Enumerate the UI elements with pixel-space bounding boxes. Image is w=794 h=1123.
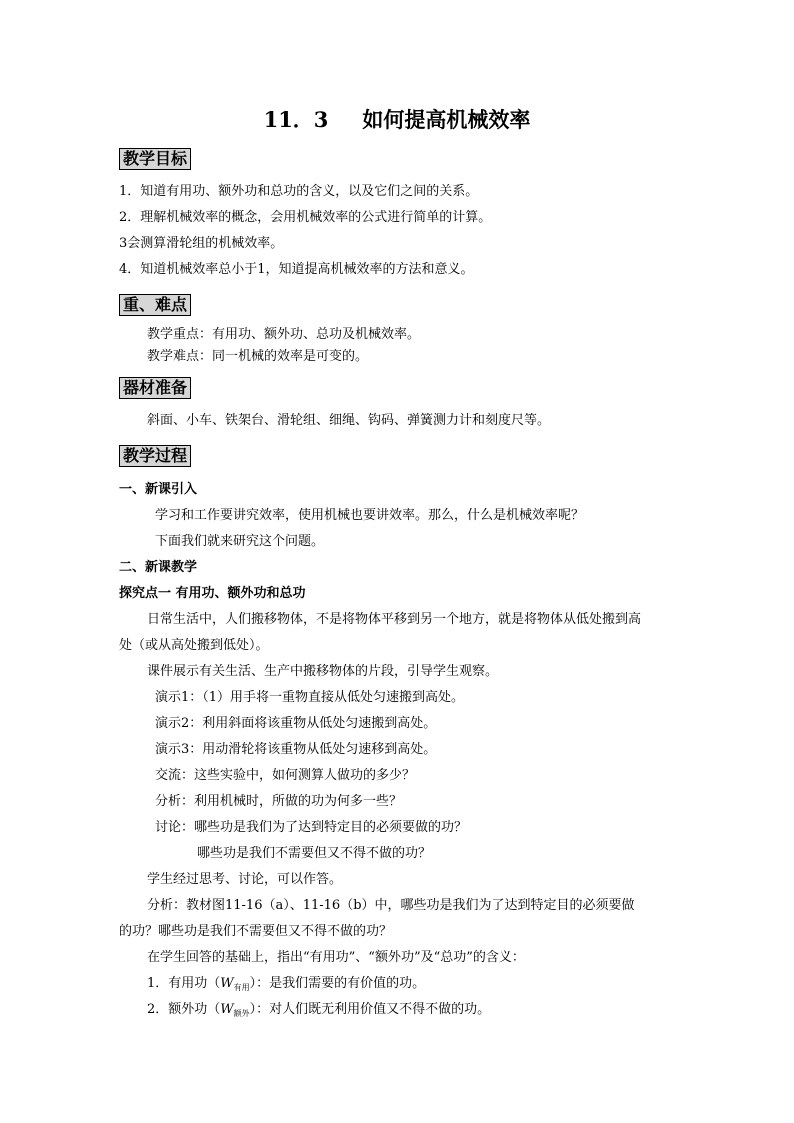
part2-heading: 二、新课教学: [119, 560, 198, 575]
definition-extra-work-text: ）：对人们既无利用价值又不得不做的功。: [249, 1002, 491, 1017]
objective-2: 2．理解机械效率的概念，会用机械效率的公式进行简单的计算。: [119, 210, 492, 225]
part1-line-1: 学习和工作要讲究效率，使用机械也要讲效率。那么，什么是机械效率呢？: [155, 508, 585, 523]
demo-2: 演示2：利用斜面将该重物从低处匀速搬到高处。: [155, 716, 437, 731]
analysis-1: 分析：利用机械时，所做的功为何多一些？: [155, 794, 403, 809]
demo-1: 演示1：（1）用手将一重物直接从低处匀速搬到高处。: [155, 690, 465, 705]
demo-3: 演示3：用动滑轮将该重物从低处匀速移到高处。: [155, 742, 437, 757]
title-text: 如何提高机械效率: [362, 107, 531, 132]
students-answer: 学生经过思考、讨论，可以作答。: [147, 872, 343, 887]
discussion-1: 讨论：哪些功是我们为了达到特定目的必须要做的功？: [155, 820, 468, 835]
definition-useful-work: [147, 976, 425, 993]
work-symbol: W: [220, 1002, 234, 1017]
page-title: [0, 104, 794, 134]
summary-line: 在学生回答的基础上，指出“有用功”、“额外功”及“总功”的含义：: [147, 950, 525, 965]
explore1-heading: 探究点一 有用功、额外功和总功: [119, 586, 306, 601]
discussion-2: 哪些功是我们不需要但又不得不做的功？: [197, 846, 432, 861]
paragraph-1-line-1: 日常生活中，人们搬移物体，不是将物体平移到另一个地方，就是将物体从低处搬到高: [147, 612, 642, 627]
part1-line-2: 下面我们就来研究这个问题。: [155, 534, 325, 549]
key-point-difficulty: 教学难点：同一机械的效率是可变的。: [147, 349, 369, 364]
section-heading-materials: 器材准备: [119, 377, 191, 399]
work-subscript-useful: 有用: [233, 983, 250, 992]
title-number: 11．3: [263, 107, 329, 132]
analysis-2-line-2: 的功？哪些功是我们不需要但又不得不做的功？: [119, 924, 393, 939]
definition-extra-work-prefix: 2．额外功（: [147, 1002, 221, 1017]
paragraph-1-line-2: 处（或从高处搬到低处）。: [119, 638, 269, 653]
section-heading-objectives: 教学目标: [119, 148, 191, 170]
analysis-2-line-1: 分析：教材图11-16（a）、11-16（b）中，哪些功是我们为了达到特定目的必须要做: [147, 898, 635, 913]
definition-extra-work: [147, 1002, 490, 1019]
section-heading-key-points: 重、难点: [119, 294, 191, 316]
exchange-question: 交流：这些实验中，如何测算人做功的多少？: [155, 768, 416, 783]
definition-useful-work-prefix: 1．有用功（: [147, 976, 221, 991]
part1-heading: 一、新课引入: [119, 482, 198, 497]
objective-4: 4．知道机械效率总小于1，知道提高机械效率的方法和意义。: [119, 262, 474, 277]
work-symbol: W: [220, 976, 234, 991]
work-subscript-extra: 额外: [233, 1009, 250, 1018]
key-point-focus: 教学重点：有用功、额外功、总功及机械效率。: [147, 327, 421, 342]
definition-useful-work-text: ）：是我们需要的有价值的功。: [249, 976, 426, 991]
objective-1: 1．知道有用功、额外功和总功的含义，以及它们之间的关系。: [119, 184, 479, 199]
paragraph-2: 课件展示有关生活、生产中搬移物体的片段，引导学生观察。: [147, 664, 499, 679]
section-heading-process: 教学过程: [119, 445, 191, 467]
objective-3: 3会测算滑轮组的机械效率。: [119, 236, 284, 251]
materials-list: 斜面、小车、铁架台、滑轮组、细绳、钩码、弹簧测力计和刻度尺等。: [147, 413, 551, 428]
